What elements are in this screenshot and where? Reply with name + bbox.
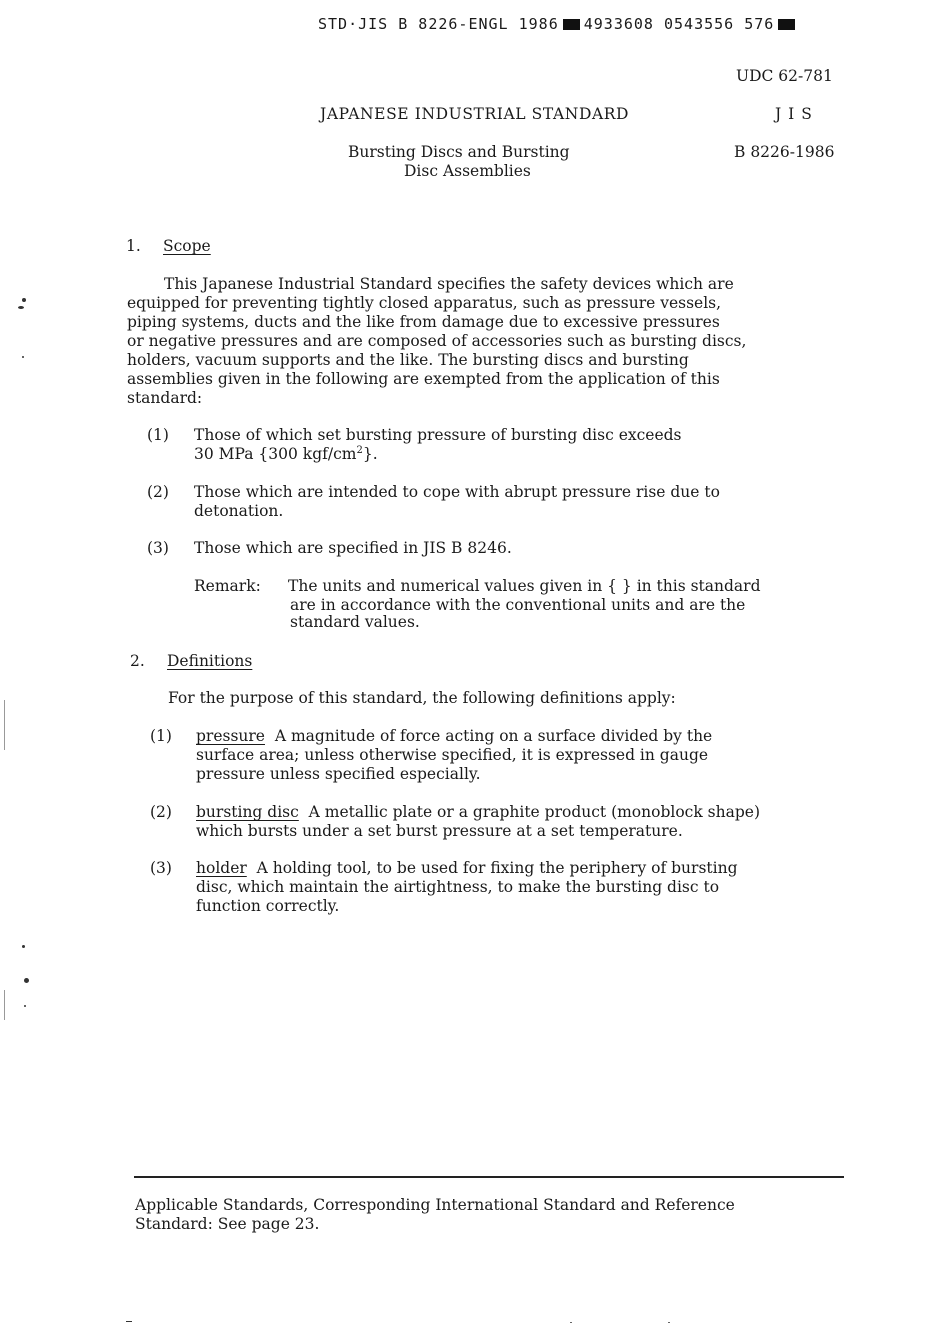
scope-para-line: This Japanese Industrial Standard specifies the safety devices which are (164, 275, 734, 293)
definition-number: (1) (150, 727, 172, 745)
stamp-block-mark (563, 19, 580, 30)
standard-number: B 8226-1986 (734, 143, 835, 161)
scan-speck (570, 1322, 572, 1323)
scope-para-line: piping systems, ducts and the like from damage due to excessive pressures (127, 313, 720, 331)
stamp-block-mark (778, 19, 795, 30)
footer-note-line1: Applicable Standards, Corresponding International Standard and Reference (135, 1196, 735, 1214)
footer-divider (134, 1176, 844, 1178)
remark-text: standard values. (290, 613, 420, 631)
definition-line: bursting disc A metallic plate or a graphite product (monoblock shape) (196, 803, 760, 821)
scope-para-line: equipped for preventing tightly closed apparatus, such as pressure vessels, (127, 294, 722, 312)
definition-line: surface area; unless otherwise specified, it is expressed in gauge (196, 746, 709, 764)
stamp-serial: 4933608 0543556 576 (583, 15, 775, 33)
document-title-line2: Disc Assemblies (404, 162, 531, 180)
definition-line: which bursts under a set burst pressure at a set temperature. (196, 822, 683, 840)
scope-item-text: Those which are specified in JIS B 8246. (194, 539, 512, 557)
remark-label: Remark: (194, 577, 261, 595)
organization-title: JAPANESE INDUSTRIAL STANDARD (320, 105, 630, 123)
scope-item-number: (3) (147, 539, 169, 557)
scan-speck (22, 945, 25, 948)
scan-speck (24, 1005, 26, 1007)
scan-speck (18, 306, 24, 309)
scan-speck (24, 978, 29, 983)
footer-note-line2: Standard: See page 23. (135, 1215, 320, 1233)
section-2-number: 2. (130, 652, 145, 670)
scope-para-line: standard: (127, 389, 203, 407)
scope-item-number: (2) (147, 483, 169, 501)
section-1-number: 1. (126, 237, 141, 255)
scan-margin-line (4, 700, 5, 750)
scan-margin-line (4, 990, 5, 1020)
stamp-code: STD·JIS B 8226-ENGL 1986 (318, 15, 559, 33)
scope-item-text: Those which are intended to cope with abrupt pressure rise due to (194, 483, 720, 501)
scope-item-text: 30 MPa {300 kgf/$cm^2$}. (194, 444, 378, 463)
scope-item-text: detonation. (194, 502, 284, 520)
scope-item-number: (1) (147, 426, 169, 444)
definition-term: holder (196, 859, 247, 877)
section-1-heading: Scope (163, 237, 211, 255)
scope-para-line: holders, vacuum supports and the like. The bursting discs and bursting (127, 351, 689, 369)
document-stamp (318, 15, 799, 34)
definition-term: pressure (196, 727, 265, 745)
document-title-line1: Bursting Discs and Bursting (348, 143, 570, 161)
scope-item-text: Those of which set bursting pressure of bursting disc exceeds (194, 426, 682, 444)
definition-number: (3) (150, 859, 172, 877)
definition-line: function correctly. (196, 897, 340, 915)
definition-term: bursting disc (196, 803, 299, 821)
scan-speck (126, 1321, 132, 1322)
jis-label: J I S (775, 105, 813, 123)
definition-line: disc, which maintain the airtightness, to make the bursting disc to (196, 878, 720, 896)
definition-number: (2) (150, 803, 172, 821)
scope-para-line: assemblies given in the following are exempted from the application of this (127, 370, 720, 388)
section-2-heading: Definitions (167, 652, 253, 670)
definitions-intro: For the purpose of this standard, the following definitions apply: (168, 689, 676, 707)
scan-speck (668, 1322, 670, 1323)
definition-line: pressure A magnitude of force acting on a surface divided by the (196, 727, 713, 745)
udc-code: UDC 62-781 (736, 67, 833, 85)
remark-text: The units and numerical values given in { } in this standard (288, 577, 761, 595)
scope-para-line: or negative pressures and are composed of accessories such as bursting discs, (127, 332, 747, 350)
definition-line: holder A holding tool, to be used for fixing the periphery of bursting (196, 859, 738, 877)
scan-speck (22, 298, 26, 302)
remark-text: are in accordance with the conventional units and are the (290, 596, 746, 614)
definition-line: pressure unless specified especially. (196, 765, 481, 783)
scan-speck (22, 356, 24, 358)
